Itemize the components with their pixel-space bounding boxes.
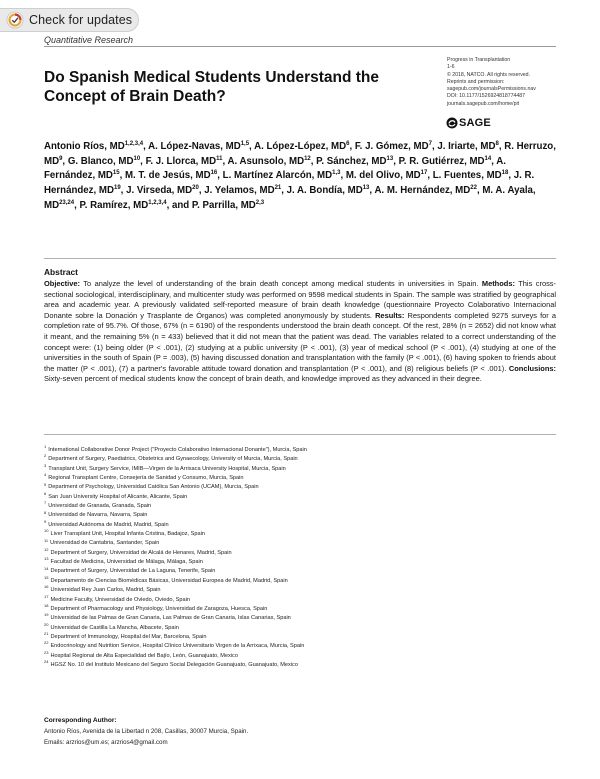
- author: [374, 185, 477, 196]
- corresponding-author-address: Antonio Ríos, Avenida de la Libertad n 208, Casillas, 30007 Murcia, Spain.: [44, 728, 249, 735]
- author-name: A. López-López, MD: [254, 141, 347, 152]
- affiliation-item: [44, 621, 556, 633]
- affiliation-text: Department of Psychology, Universidad Católica San Antonio (UCAM), Murcia, Spain: [48, 484, 259, 491]
- affiliation-text: Endocrinology and Nutrition Service, Hospital Clínico Universitario Virgen de la Arrixaca, Murcia, Spain: [50, 643, 305, 650]
- affiliation-item: [44, 490, 556, 502]
- author: [433, 170, 509, 181]
- affiliation-number: 5: [44, 481, 47, 487]
- abstract-heading: Abstract: [44, 267, 78, 277]
- affiliation-item: [44, 539, 556, 548]
- affiliation-number: 14: [44, 565, 49, 571]
- affiliation-text: Department of Surgery, Universidad de Alcalá de Henares, Madrid, Spain: [50, 549, 232, 556]
- affiliation-item: [44, 602, 556, 614]
- affiliation-text: Department of Surgery, Paediatrics, Obstetrics and Gynaecology, University of Murcia, Murcia, Spain: [48, 456, 298, 463]
- author-name: A. Fernández, MD: [44, 155, 506, 182]
- abstract-section-label: Objective:: [44, 279, 80, 288]
- affiliation-text: Department of Surgery, Universidad de La Laguna, Tenerife, Spain: [50, 568, 216, 575]
- affiliation-number: 21: [44, 631, 49, 637]
- author: [125, 170, 217, 181]
- abstract-section-label: Methods:: [481, 279, 515, 288]
- author-affiliation-marker: 7: [428, 140, 432, 147]
- affiliation-text: Universidad Rey Juan Carlos, Madrid, Spain: [50, 587, 161, 594]
- abstract-section-text: This cross-sectional sociological, interdisciplinary, and multicenter study was performed on 9598 medical students in Spain. The sample was stratified by geographical area and academic year. A previously validated self-reported measure of brain death knowledge (questionnaire Proyecto Colaborativo Internacional Donante sobre la Donación y Trasplante de Órganos) was completed anonymously by students.: [44, 279, 556, 320]
- author: [355, 141, 432, 152]
- affiliation-item: [44, 455, 556, 464]
- abstract-section-text: Respondents completed 9275 surveys for a completion rate of 95.7%. Of those, 67% (n = 6190) of the respondents understood the brain death concept. Of the rest, 28% (n = 2652) did not know what it meant, and the remaining 5% (n = 433) believed that it did not mean that the patient was dead. The variables related to a correct understanding of the concept were: (1) being older (P < .001), (2) studying at a public university (P < .001), (3) year of medical school (P < .001), (4) studying at one of the universities in the south of Spain (P = .003), (5) having discussed donation and transplantation with the family (P < .001), (6) having spoken to friends about the matter (P < .001), (7) a partner's favorable attitude toward donation and transplantation (P < .001), and (8) religious beliefs (P < .001).: [44, 310, 556, 373]
- sage-logo-text: SAGE: [459, 117, 491, 129]
- affiliation-text: HGSZ No. 10 del Instituto Mexicano del Seguro Social Delegación Guanajuato, Guanajuato, Mexico: [50, 661, 298, 668]
- author-name: F. J. Gómez, MD: [354, 141, 429, 152]
- author: [287, 185, 370, 196]
- corresponding-author-email[interactable]: Emails: arzrios@um.es; arzrios4@gmail.com: [44, 739, 168, 746]
- author-affiliation-marker: 16: [210, 170, 218, 177]
- affiliation-item: [44, 567, 556, 576]
- author: [172, 200, 264, 211]
- affiliation-text: San Juan University Hospital of Alicante, Alicante, Spain: [48, 493, 188, 500]
- author-affiliation-marker: 8: [495, 140, 499, 147]
- affiliation-number: 6: [44, 490, 47, 496]
- author: [126, 185, 199, 196]
- affiliation-item: [44, 483, 556, 492]
- affiliation-number: 16: [44, 584, 49, 590]
- author: [79, 200, 166, 211]
- affiliation-item: [44, 574, 556, 586]
- abstract-section-label: Results:: [375, 310, 405, 320]
- author: [223, 170, 341, 181]
- copyright: © 2018, NATCO. All rights reserved.: [447, 71, 531, 78]
- page-range: 1-6: [447, 64, 455, 71]
- affiliation-item: [44, 446, 556, 455]
- affiliation-number: 15: [44, 574, 49, 580]
- journal-homepage-link[interactable]: journals.sagepub.com/home/pit: [447, 100, 520, 107]
- affiliation-item: [44, 633, 556, 642]
- affiliation-number: 10: [44, 528, 49, 534]
- author-name: Antonio Ríos, MD: [44, 141, 125, 152]
- check-for-updates-label: Check for updates: [29, 13, 133, 27]
- author-affiliation-marker: 20: [192, 184, 199, 191]
- author-name: J. Yelamos, MD: [204, 185, 275, 197]
- article-title: Do Spanish Medical Students Understand the Concept of Brain Death?: [44, 69, 380, 105]
- affiliation-text: International Collaborative Donor Project ("Proyecto Colaborativo Internacional Donante"), Murcia, Spain: [48, 447, 307, 453]
- affiliation-number: 4: [44, 472, 47, 478]
- journal-section-label: Quantitative Research: [44, 35, 134, 45]
- affiliation-item: [44, 586, 556, 595]
- author-name: and P. Parrilla, MD: [171, 199, 256, 211]
- affiliation-text: Universidad de Navarra, Navarra, Spain: [48, 512, 148, 519]
- author-name: J. A. Bondía, MD: [286, 185, 363, 197]
- author-affiliation-marker: 1,5: [240, 140, 250, 147]
- affiliation-item: [44, 649, 556, 661]
- author-affiliation-marker: 10: [133, 155, 141, 162]
- affiliation-item: [44, 462, 556, 474]
- reprints-label: Reprints and permission:: [447, 78, 505, 85]
- affiliation-item: [44, 661, 556, 670]
- author-name: A. López-Navas, MD: [148, 141, 241, 152]
- affiliation-text: Universidad de Cantabria, Santander, Spain: [50, 540, 160, 547]
- author-affiliation-marker: 1,2,3,4: [148, 199, 167, 206]
- author-name: L. Fuentes, MD: [432, 170, 502, 182]
- affiliation-number: 17: [44, 593, 49, 599]
- author-affiliation-marker: 6: [346, 140, 350, 147]
- affiliation-item: [44, 558, 556, 567]
- author-affiliation-marker: 19: [113, 184, 121, 191]
- affiliation-text: Regional Transplant Centre, Consejería de Sanidad y Consumo, Murcia, Spain: [48, 475, 244, 482]
- header-divider: [44, 46, 556, 47]
- affiliation-text: Transplant Unit, Surgery Service, IMIB—Virgen de la Arrixaca University Hospital, Murcia, Spain: [48, 465, 286, 472]
- affiliation-item: [44, 511, 556, 520]
- author-affiliation-marker: 1,2,3,4: [124, 140, 144, 147]
- abstract-top-divider: [44, 258, 556, 259]
- affiliation-number: 7: [44, 500, 47, 506]
- affiliation-number: 23: [44, 649, 49, 655]
- affiliations-list: [44, 446, 556, 670]
- abstract-section-label: Conclusions:: [508, 363, 556, 373]
- affiliation-text: Universidad Autónoma de Madrid, Madrid, Spain: [48, 521, 169, 528]
- affiliation-number: 24: [44, 659, 49, 665]
- author: [204, 185, 281, 196]
- affiliation-text: Department of Immunology, Hospital del Mar, Barcelona, Spain: [50, 633, 207, 640]
- author-affiliation-marker: 11: [216, 155, 223, 162]
- author-name: J. Virseda, MD: [126, 185, 193, 197]
- author-name: L. Martínez Alarcón, MD: [222, 170, 333, 182]
- author: [148, 141, 249, 152]
- author-name: M. A. Ayala, MD: [44, 185, 536, 211]
- affiliation-number: 22: [44, 640, 49, 646]
- author-name: R. Herruzo, MD: [44, 141, 556, 167]
- affiliation-text: Department of Pharmacology and Physiology, Universidad de Zaragoza, Huesca, Spain: [50, 605, 268, 612]
- author: [68, 156, 140, 167]
- author-affiliation-marker: 15: [112, 170, 120, 177]
- abstract-bottom-divider: [44, 434, 556, 435]
- affiliation-number: 13: [44, 556, 49, 562]
- author-affiliation-marker: 21: [274, 184, 282, 191]
- abstract-body: [44, 279, 556, 385]
- affiliation-text: Universidad de Granada, Granada, Spain: [48, 503, 152, 510]
- affiliation-number: 11: [44, 537, 49, 543]
- affiliation-item: [44, 502, 556, 511]
- author-affiliation-marker: 13: [386, 155, 394, 162]
- check-for-updates-badge[interactable]: [0, 8, 139, 32]
- affiliation-item: [44, 530, 556, 539]
- author: [44, 141, 143, 152]
- author: [146, 156, 223, 167]
- author-affiliation-marker: 18: [501, 170, 509, 177]
- author-affiliation-marker: 17: [420, 170, 428, 177]
- author-affiliation-marker: 22: [470, 184, 477, 191]
- author-name: M. T. de Jesús, MD: [124, 170, 211, 182]
- author-affiliation-marker: 1,3: [332, 170, 341, 177]
- affiliation-text: Departamento de Ciencias Biomédicas Básicas, Universidad Europea de Madrid, Madrid, Spain: [50, 577, 288, 584]
- affiliation-text: Universidad de Castilla La Mancha, Albacete, Spain: [50, 624, 179, 631]
- affiliation-item: [44, 546, 556, 558]
- author-affiliation-marker: 9: [59, 155, 63, 162]
- permissions-link[interactable]: sagepub.com/journalsPermissions.nav: [447, 86, 536, 93]
- author: [399, 156, 492, 167]
- author: [227, 156, 310, 167]
- author-name: P. R. Gutiérrez, MD: [398, 155, 485, 167]
- abstract-section-text: To analyze the level of understanding of the brain death concept among medical students in universities in Spain.: [79, 279, 482, 288]
- check-for-updates-icon: [6, 11, 24, 29]
- doi[interactable]: DOI: 10.1177/1526924818774487: [447, 93, 526, 100]
- affiliation-item: [44, 614, 556, 623]
- affiliation-number: 20: [44, 621, 49, 627]
- author-affiliation-marker: 12: [304, 155, 311, 162]
- journal-name: Progress in Transplantation: [447, 57, 511, 63]
- author: [346, 170, 428, 181]
- author-name: F. J. Llorca, MD: [145, 155, 217, 167]
- sage-logo: [446, 117, 491, 129]
- affiliation-number: 12: [44, 546, 49, 552]
- author: [437, 141, 499, 152]
- affiliation-text: Medicine Faculty, Universidad de Oviedo, Oviedo, Spain: [50, 596, 190, 603]
- author-list: Antonio Ríos, MD$^{1,2,3,4}$, A. López-Navas, MD$^{1,5}$, A. López-López, $MD^6$, F. J. Gómez, $MD^7$, J. Iriarte, $MD^8$, R. Herruzo, $MD^9$, G. Blanco, MD$^{10}$, F. J. Llorca, MD$^{11}$, A. Asunsolo, MD$^{12}$, P. Sánchez, MD$^{13}$, P. R. Gutiérrez, MD$^{14}$, A. Fernández, MD$^{15}$, M. T. de Jesús, MD$^{16}$, L. Martínez Alarcón, MD$^{1,3}$, M. del Olivo, MD$^{17}$, L. Fuentes, MD$^{18}$, J. R. Hernández, MD$^{19}$, J. Virseda, MD$^{20}$, J. Yelamos, MD$^{21}$, J. A. Bondía, MD$^{13}$, A. M. Hernández, MD$^{22}$, M. A. Ayala, MD$^{23,24}$, P. Ramírez, MD$^{1,2,3,4}$, and P. Parrilla, MD$^{2,3}$: [44, 140, 556, 211]
- affiliation-item: [44, 518, 556, 530]
- author-name: P. Sánchez, MD: [316, 155, 387, 167]
- corresponding-author-heading: Corresponding Author:: [44, 717, 117, 724]
- affiliation-number: 1: [44, 444, 47, 450]
- author-name: A. M. Hernández, MD: [374, 185, 471, 197]
- author-name: J. Iriarte, MD: [437, 141, 496, 152]
- affiliation-number: 9: [44, 518, 47, 524]
- author-affiliation-marker: 23,24: [59, 199, 75, 206]
- affiliation-text: Universidad de las Palmas de Gran Canaria, Las Palmas de Gran Canaria, Islas Canarias, Spain: [50, 615, 291, 622]
- affiliation-number: 3: [44, 462, 47, 468]
- author-name: A. Asunsolo, MD: [227, 155, 305, 167]
- author: [316, 156, 393, 167]
- affiliation-item: [44, 593, 556, 605]
- affiliation-text: Hospital Regional de Alta Especialidad del Bajío, León, Guanajuato, Mexico: [50, 652, 238, 659]
- affiliation-number: 18: [44, 602, 49, 608]
- abstract-section-text: Sixty-seven percent of medical students know the concept of brain death, and knowledge improved as they advanced in their degree.: [44, 374, 482, 384]
- affiliation-text: Facultad de Medicina, Universidad de Málaga, Málaga, Spain: [50, 559, 203, 566]
- author-affiliation-marker: 13: [362, 184, 370, 191]
- affiliation-number: 8: [44, 509, 47, 515]
- affiliation-item: [44, 474, 556, 483]
- affiliation-number: 19: [44, 612, 49, 618]
- sage-logo-icon: [446, 117, 458, 129]
- author-name: J. R. Hernández, MD: [44, 170, 535, 197]
- author-name: P. Ramírez, MD: [79, 199, 149, 211]
- publication-metadata: [447, 57, 597, 108]
- affiliation-item: [44, 642, 556, 651]
- affiliation-number: 2: [44, 453, 47, 459]
- affiliation-text: Liver Transplant Unit, Hospital Infanta Cristina, Badajoz, Spain: [50, 531, 205, 538]
- author-name: G. Blanco, MD: [67, 155, 134, 167]
- author-name: M. del Olivo, MD: [345, 170, 421, 182]
- author: [254, 141, 349, 152]
- author-affiliation-marker: 2,3: [255, 199, 265, 206]
- author-affiliation-marker: 14: [484, 155, 492, 162]
